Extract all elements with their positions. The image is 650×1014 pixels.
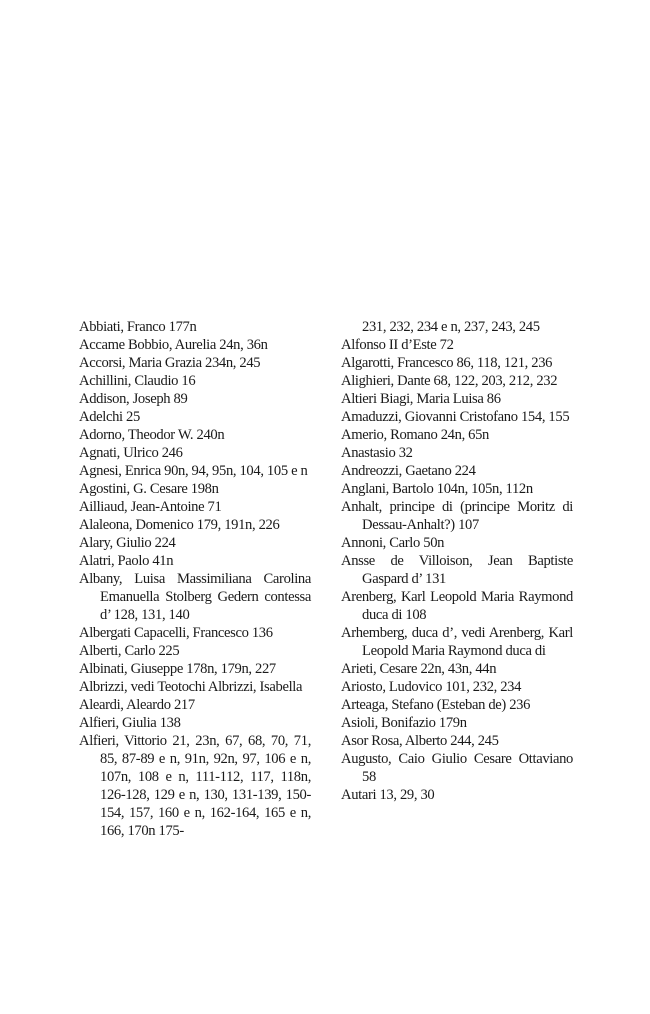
index-entry: Accame Bobbio, Aurelia 24n, 36n <box>79 337 268 353</box>
index-column-left <box>79 318 311 840</box>
index-entry: Arhemberg, duca d’, vedi Arenberg, Karl Leopold Maria Raymond duca di <box>341 625 573 659</box>
index-entry: Albinati, Giuseppe 178n, 179n, 227 <box>79 661 276 677</box>
index-entry: Alighieri, Dante 68, 122, 203, 212, 232 <box>341 373 558 389</box>
index-entry: Altieri Biagi, Maria Luisa 86 <box>341 391 501 407</box>
index-entry: Achillini, Claudio 16 <box>79 373 196 389</box>
index-entry: Anglani, Bartolo 104n, 105n, 112n <box>341 481 533 497</box>
index-entry: Alfieri, Vittorio 21, 23n, 67, 68, 70, 71, 85, 87-89 e n, 91n, 92n, 97, 106 e n, 107n, 108 e n, 111-112, 117, 118n, 126-128, 129 e n, 130, 131-139, 150-154, 157, 160 e n, 162-164, 165 e n, 166, 170n 175- <box>79 733 311 839</box>
index-column-right <box>341 318 573 804</box>
index-entry: Agnesi, Enrica 90n, 94, 95n, 104, 105 e n <box>79 463 308 479</box>
index-entry: Ariosto, Ludovico 101, 232, 234 <box>341 679 522 695</box>
index-entry: Alatri, Paolo 41n <box>79 553 174 569</box>
index-entry: Autari 13, 29, 30 <box>341 787 435 803</box>
index-entry: Agnati, Ulrico 246 <box>79 445 183 461</box>
index-entry: Arieti, Cesare 22n, 43n, 44n <box>341 661 497 677</box>
index-entry: Albergati Capacelli, Francesco 136 <box>79 625 273 641</box>
index-entry: Andreozzi, Gaetano 224 <box>341 463 476 479</box>
index-entry: Annoni, Carlo 50n <box>341 535 445 551</box>
index-entry: Asioli, Bonifazio 179n <box>341 715 467 731</box>
index-entry: Abbiati, Franco 177n <box>79 319 197 335</box>
index-entry: Alfonso II d’Este 72 <box>341 337 454 353</box>
index-entry: Aleardi, Aleardo 217 <box>79 697 195 713</box>
index-entry: Addison, Joseph 89 <box>79 391 188 407</box>
index-entry: Arenberg, Karl Leopold Maria Raymond duca di 108 <box>341 589 573 623</box>
index-entry: Augusto, Caio Giulio Cesare Ottaviano 58 <box>341 751 573 785</box>
index-entry: Albany, Luisa Massimiliana Carolina Emanuella Stolberg Gedern contessa d’ 128, 131, 140 <box>79 571 311 623</box>
index-entry: Anhalt, principe di (principe Moritz di Dessau-Anhalt?) 107 <box>341 499 573 533</box>
index-entry: Agostini, G. Cesare 198n <box>79 481 219 497</box>
index-entry: Albrizzi, vedi Teotochi Albrizzi, Isabella <box>79 679 303 695</box>
index-entry: Accorsi, Maria Grazia 234n, 245 <box>79 355 261 371</box>
index-entry: Asor Rosa, Alberto 244, 245 <box>341 733 499 749</box>
index-entry: Alfieri, Giulia 138 <box>79 715 181 731</box>
index-entry: Arteaga, Stefano (Esteban de) 236 <box>341 697 531 713</box>
index-entry: Ailliaud, Jean-Antoine 71 <box>79 499 222 515</box>
index-entry: Ansse de Villoison, Jean Baptiste Gaspard d’ 131 <box>341 553 573 587</box>
index-entry: Adelchi 25 <box>79 409 140 425</box>
index-entry: Alaleona, Domenico 179, 191n, 226 <box>79 517 280 533</box>
index-entry: Amaduzzi, Giovanni Cristofano 154, 155 <box>341 409 570 425</box>
index-entry: Algarotti, Francesco 86, 118, 121, 236 <box>341 355 553 371</box>
index-entry: Alberti, Carlo 225 <box>79 643 180 659</box>
index-entry: Alary, Giulio 224 <box>79 535 176 551</box>
index-entry: Adorno, Theodor W. 240n <box>79 427 225 443</box>
index-entry-continuation: 231, 232, 234 e n, 237, 243, 245 <box>362 319 540 335</box>
index-entry: Amerio, Romano 24n, 65n <box>341 427 490 443</box>
index-entry: Anastasio 32 <box>341 445 413 461</box>
